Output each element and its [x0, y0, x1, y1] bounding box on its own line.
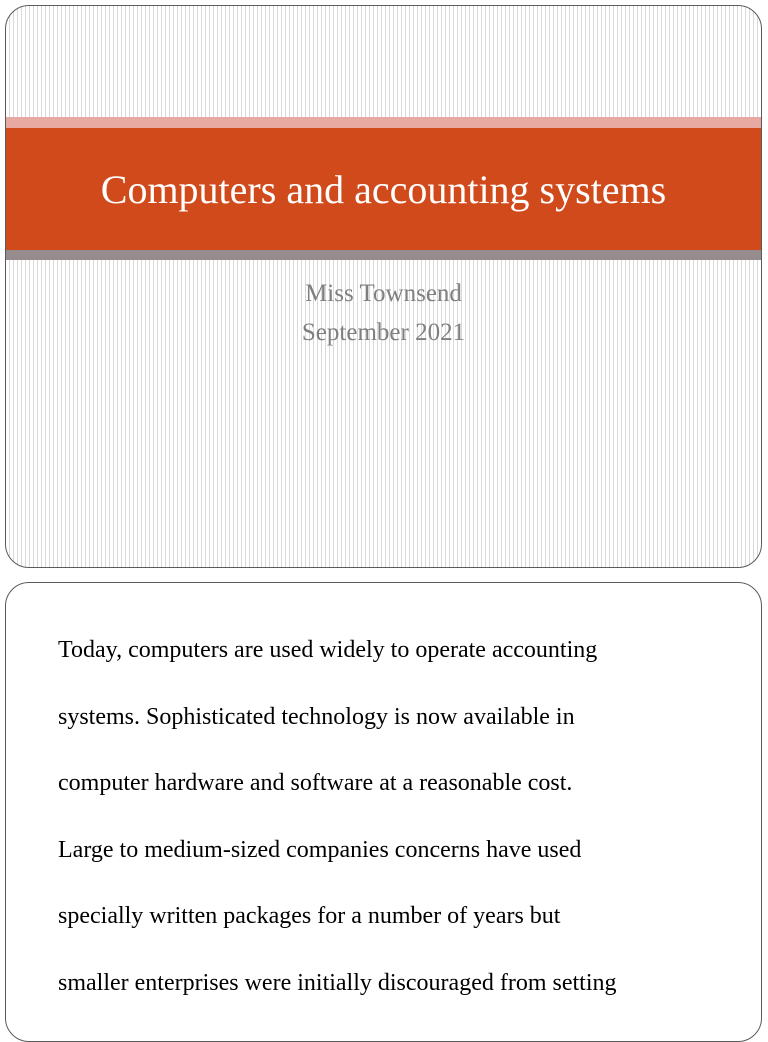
slide-title: Computers and accounting systems: [100, 166, 667, 212]
subtitle-block: [6, 274, 761, 352]
author-name: Miss Townsend: [305, 280, 462, 307]
body-paragraph: [58, 617, 738, 1016]
body-line: systems. Sophisticated technology is now available in: [58, 703, 575, 730]
accent-band-bottom: [6, 250, 761, 260]
body-line: smaller enterprises were initially discouraged from setting: [58, 969, 617, 996]
content-slide: [5, 582, 762, 1042]
presentation-date: September 2021: [301, 319, 466, 346]
accent-band-top: [6, 117, 761, 128]
body-line: computer hardware and software at a reasonable cost.: [58, 770, 573, 796]
title-band: [6, 128, 761, 250]
body-line: specially written packages for a number of years but: [58, 903, 561, 929]
body-line: Large to medium-sized companies concerns have used: [58, 836, 582, 863]
title-slide: [5, 5, 762, 568]
body-line: Today, computers are used widely to operate accounting: [58, 637, 598, 663]
